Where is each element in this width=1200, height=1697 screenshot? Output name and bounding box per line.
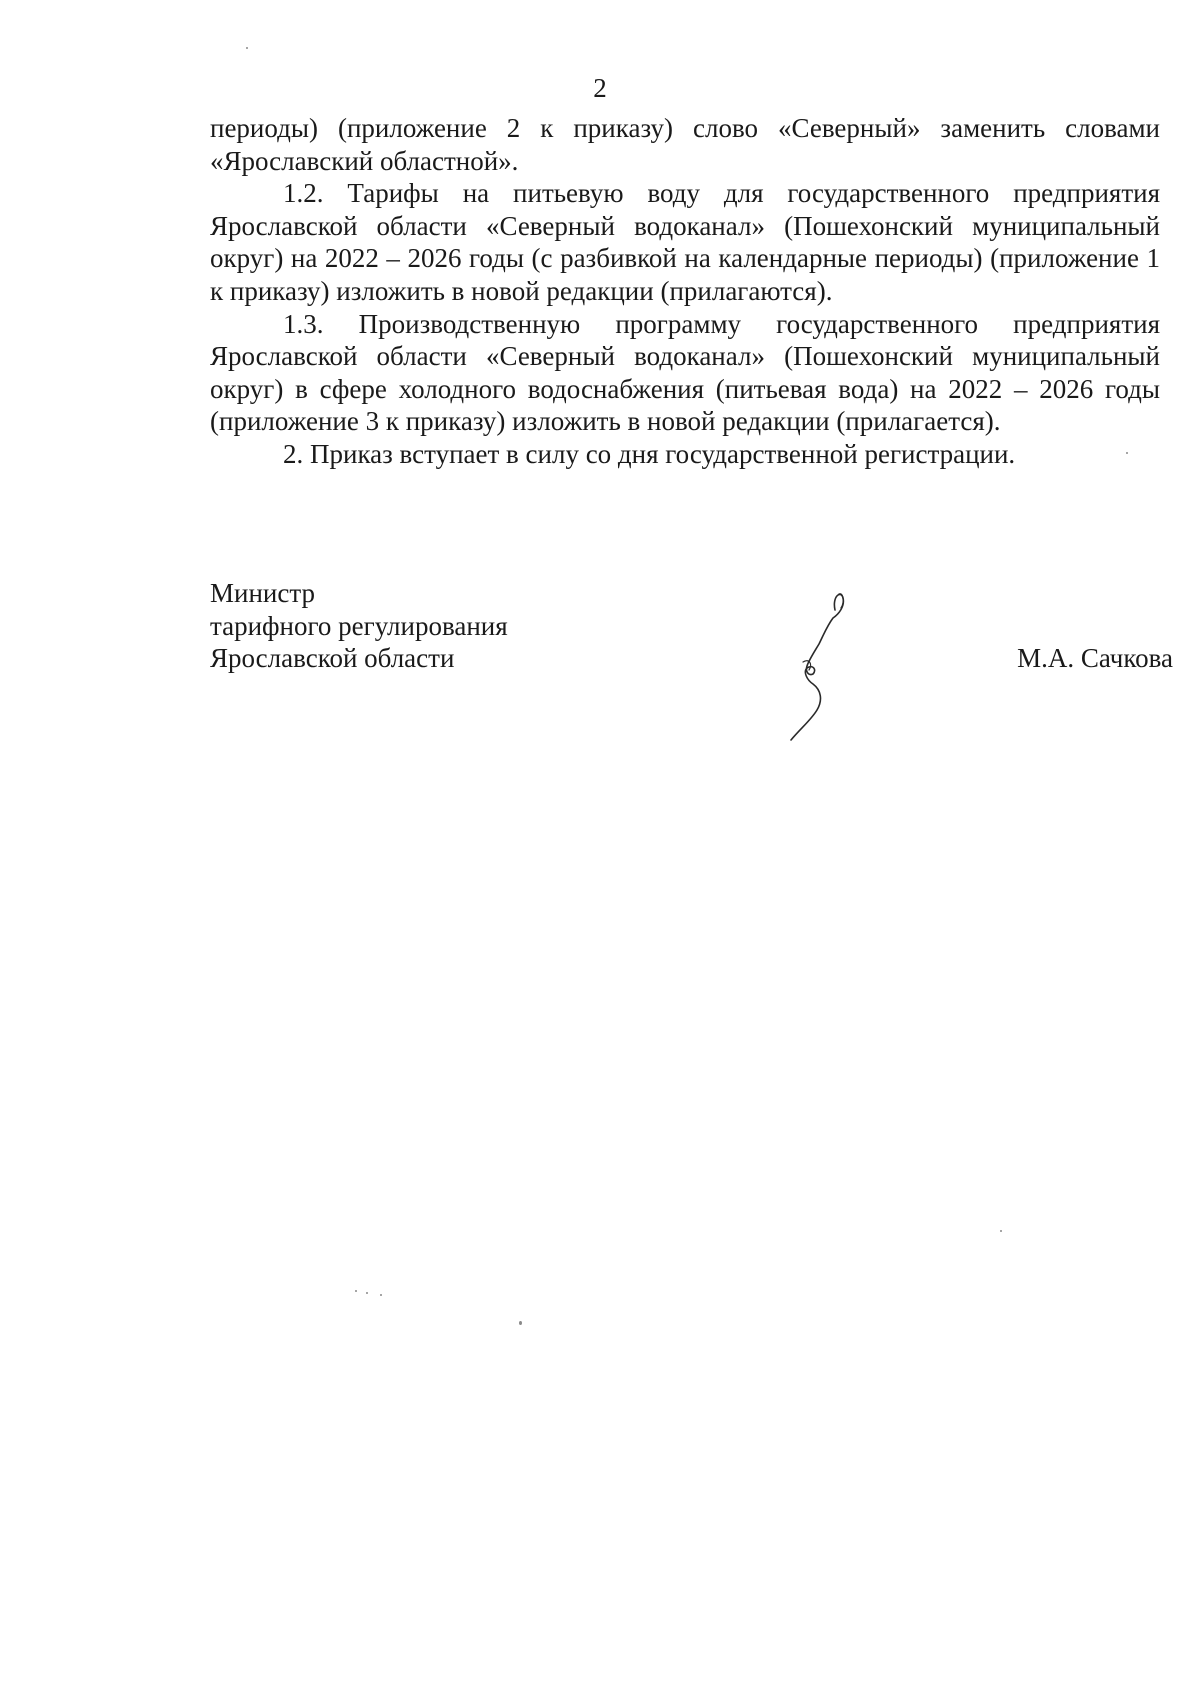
scan-speck: [366, 1292, 368, 1294]
paragraph-1-3-production-program: 1.3. Производственную программу государственного предприятия Ярославской области «Северный водоканал» (Пошехонский муниципальный округ) в сфере холодного водоснабжения (питьевая вода) на 2022 – 2026 годы (приложение 3 к приказу) изложить в новой редакции (прилагается).: [210, 308, 1160, 437]
paragraph-1-2-tariffs: 1.2. Тарифы на питьевую воду для государственного предприятия Ярославской области «Северный водоканал» (Пошехонский муниципальный округ) на 2022 – 2026 годы (с разбивкой на календарные периоды) (приложение 1 к приказу) изложить в новой редакции (прилагаются).: [210, 178, 1160, 306]
signatory-title-line: Министр: [210, 578, 315, 608]
signatory-title-line: тарифного регулирования: [210, 610, 508, 641]
scan-speck: [355, 1290, 357, 1292]
signatory-title: [210, 577, 508, 675]
signatory-title-line: Ярославской области: [210, 643, 455, 674]
scan-speck: [380, 1294, 382, 1296]
paragraph-continuation: периоды) (приложение 2 к приказу) слово «Северный» заменить словами «Ярославский областной».: [210, 113, 1160, 176]
page-number: 2: [593, 73, 607, 103]
document-body: [210, 112, 1160, 471]
scan-speck: [1000, 1230, 1002, 1232]
scan-speck: [246, 47, 248, 49]
signatory-name: М.А. Сачкова: [1017, 643, 1173, 673]
paragraph-2-entry-into-force: 2. Приказ вступает в силу со дня государственной регистрации.: [283, 438, 1016, 469]
scan-speck: [1126, 452, 1128, 454]
handwritten-signature: [783, 588, 873, 748]
scan-speck: [519, 1321, 522, 1325]
